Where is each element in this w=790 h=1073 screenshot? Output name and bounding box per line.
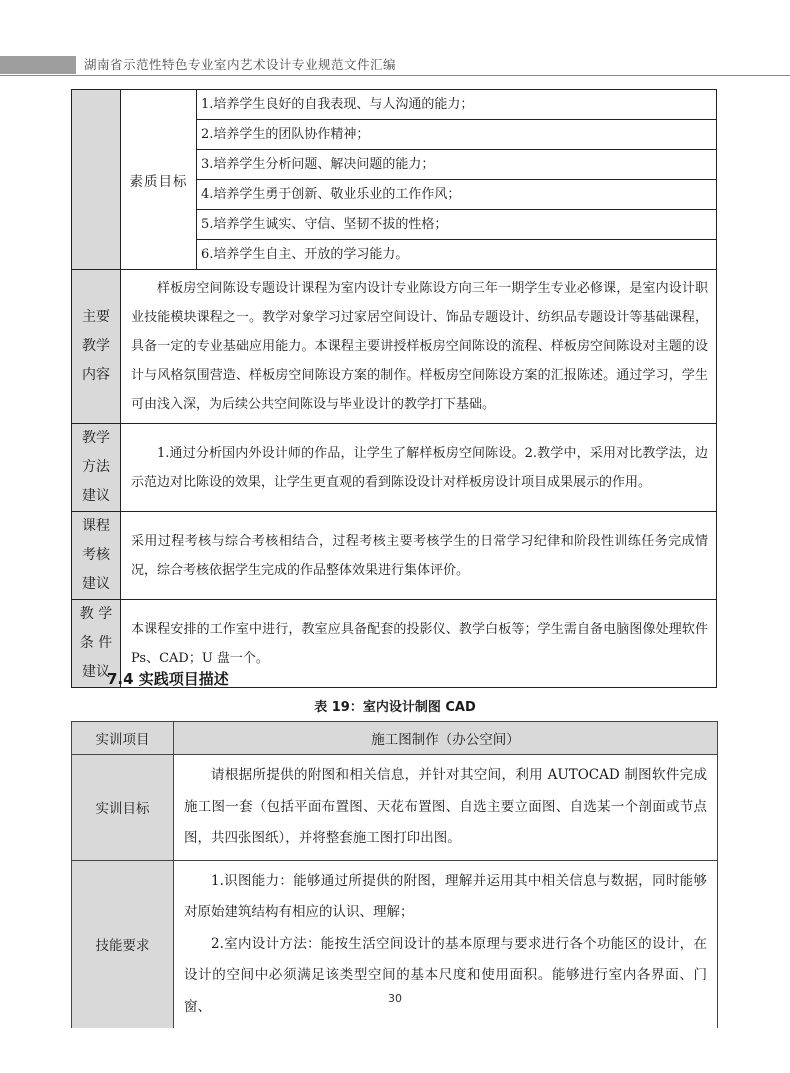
quality-goals-side-cell: [72, 90, 121, 270]
main-content-row: [72, 270, 717, 424]
quality-goal-item: 4.培养学生勇于创新、敬业乐业的工作作风；: [197, 180, 717, 210]
main-content-text: 样板房空间陈设专题设计课程为室内设计专业陈设方向三年一期学生专业必修课，是室内设计职业技能模块课程之一。教学对象学习过家居空间设计、饰品专题设计、纺织品专题设计等基础课程，具备一定的专业基础应用能力。本课程主要讲授样板房空间陈设的流程、样板房空间陈设对主题的设计与风格氛围营造、样板房空间陈设方案的制作。样板房空间陈设方案的汇报陈述。通过学习，学生可由浅入深，为后续公共空间陈设与毕业设计的教学打下基础。: [121, 270, 717, 424]
section-heading: 7.4 实践项目描述: [107, 670, 229, 688]
teaching-methods-text: 1.通过分析国内外设计师的作品，让学生了解样板房空间陈设。2.教学中，采用对比教学法，边示范边对比陈设的效果，让学生更直观的看到陈设设计对样板房设计项目成果展示的作用。: [121, 424, 717, 512]
quality-goals-label: 素质目标: [121, 90, 197, 270]
training-goal-row: [72, 755, 718, 861]
quality-goal-item: 3.培养学生分析问题、解决问题的能力；: [197, 150, 717, 180]
course-info-table: [71, 89, 717, 688]
training-goal-text: 请根据所提供的附图和相关信息，并针对其空间，利用 AUTOCAD 制图软件完成施工图一套（包括平面布置图、天花布置图、自选主要立面图、自选某一个剖面或节点图，共四张图纸），并将整套施工图打印出图。: [174, 755, 718, 861]
project-label: 实训项目: [72, 722, 174, 755]
assessment-row: [72, 512, 717, 600]
quality-goal-item: 6.培养学生自主、开放的学习能力。: [197, 240, 717, 270]
quality-goals-row: [72, 90, 717, 120]
quality-goal-item: 5.培养学生诚实、守信、坚韧不拔的性格；: [197, 210, 717, 240]
project-header-row: [72, 722, 718, 755]
main-content-label: 主要 教学 内容: [72, 270, 121, 424]
conditions-label: 教 学 条 件 建议: [72, 600, 121, 688]
skill-item: 1.识图能力：能够通过所提供的附图，理解并运用其中相关信息与数据，同时能够对原始建筑结构有相应的认识、理解；: [184, 872, 707, 920]
page-number: 30: [388, 992, 402, 1005]
header-bar-block: [0, 56, 76, 74]
quality-goal-item: 2.培养学生的团队协作精神；: [197, 120, 717, 150]
quality-goal-item: 1.培养学生良好的自我表现、与人沟通的能力；: [197, 90, 717, 120]
project-value: 施工图制作（办公空间）: [174, 722, 718, 755]
assessment-text: 采用过程考核与综合考核相结合，过程考核主要考核学生的日常学习纪律和阶段性训练任务完成情况，综合考核依据学生完成的作品整体效果进行集体评价。: [121, 512, 717, 600]
table-caption: 表 19：室内设计制图 CAD: [314, 700, 476, 715]
practice-project-table: [71, 721, 718, 1028]
conditions-text: 本课程安排的工作室中进行，教室应具备配套的投影仪、教学白板等；学生需自备电脑图像处理软件 Ps、CAD；U 盘一个。: [121, 600, 717, 688]
header-rule: [0, 75, 790, 76]
skills-label: 技能要求: [72, 860, 174, 1028]
training-goal-label: 实训目标: [72, 755, 174, 861]
teaching-methods-row: [72, 424, 717, 512]
document-header-title: 湖南省示范性特色专业室内艺术设计专业规范文件汇编: [84, 57, 397, 72]
skill-item: 2.室内设计方法：能按生活空间设计的基本原理与要求进行各个功能区的设计，在设计的空间中必须满足该类型空间的基本尺度和使用面积。能够进行室内各界面、门窗、: [184, 935, 707, 1015]
assessment-label: 课程 考核 建议: [72, 512, 121, 600]
teaching-methods-label: 教学 方法 建议: [72, 424, 121, 512]
